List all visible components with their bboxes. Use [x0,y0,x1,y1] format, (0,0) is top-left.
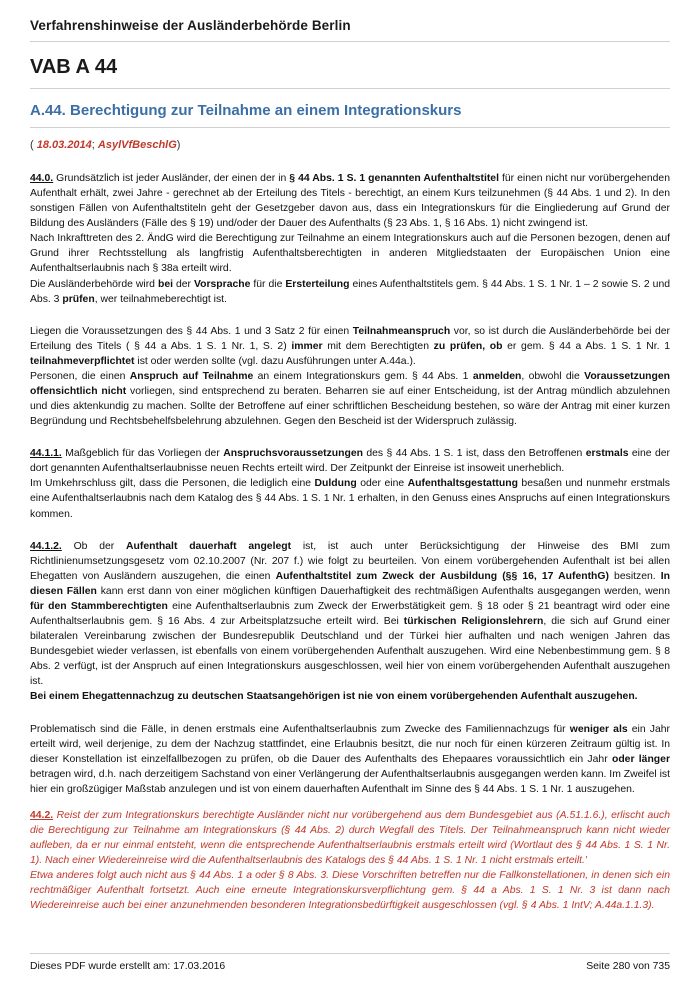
text-442b-body: Etwa anderes folgt auch nicht aus § 44 Abs. 1 a oder § 8 Abs. 3. Diese Vorschriften betreffen nur die Fallkonstellationen, in denen sich ein rechtmäßiger Aufenthalt fortsetzt. Auch eine erneute Integrationskursverpflichtung gem. § 44 a Abs. 1 S. 1 Nr. 3 ist dann nach Wiedereinreise auch bei einer anzunehmenden besonderen Integrationsbedürftigkeit ausgeschlossen (vgl. § 4 Abs. 1 IntV; A.44a.1.1.3). [30,870,670,912]
text-44-0-3-ersterteilung: Ersterteilung [285,278,350,290]
text-4412-e: besitzen. [608,570,661,582]
meta-law-reference: AsylVfBeschlG [97,139,177,151]
text-441b-c: an einem Integrationskurs gem. § 44 Abs. 1 [253,370,473,382]
document-meta [30,139,670,151]
text-441-teilnahmeanspruch: Teilnahmeanspruch [352,325,451,337]
text-4412-aufenthaltstitel: Aufenthaltstitel zum Zweck der Ausbildung (§§ 16, 17 AufenthG) [275,570,609,582]
paragraph-44-2-b [30,868,670,913]
text-441-zupruefen: zu prüfen, ob [433,340,503,352]
text-441b-voraussetzungen: Voraussetzungen offensichtlich nicht [30,370,670,398]
text-4412-g: kann erst dann von einer möglichen künftigen Dauerhaftigkeit des rechtmäßigen Aufenthalts ausgegangen werden, wenn [96,585,670,597]
text-441b-anmelden: anmelden [472,370,522,382]
text-4412-stammberechtigten: für den Stammberechtigten [30,600,168,612]
document-body [30,171,670,913]
section-number-44-1-2: 44.1.2. [30,540,62,552]
text-4412-aufenthalt-dauerhaft: Aufenthalt dauerhaft angelegt [126,540,292,552]
text-4411-anspruchsvoraussetzungen: Anspruchsvoraussetzungen [223,448,363,460]
text-4412p-a: Problematisch sind die Fälle, in denen erstmals eine Aufenthaltserlaubnis zum Zwecke des Familiennachzugs für [30,723,570,735]
text-442-body: Reist der zum Integrationskurs berechtigte Ausländer nicht nur vorübergehend aus dem Bundesgebiet aus (A.51.1.6.), erlischt auch die Berechtigung zur Teilnahme am Integrationskurs (§ 44 Abs. 2) durch Wegfall des Titels. Der Teilnahmeanspruch kann nicht wieder aufleben, da er nur einmal entsteht, wenn die entsprechende Aufenthaltserlaubnis erstmals erteilt wird (Wortlaut des § 44 Abs. 1 S. 1 Nr. 1). Nach einer Wiedereinreise wird die Aufenthaltserlaubnis des Katalogs des § 44 Abs. 1 S. 1 Nr. 1 nicht erstmals erteilt.' [30,809,670,867]
meta-open-paren: ( [30,139,37,151]
text-4412-ehegattennachzug: Bei einem Ehegattennachzug zu deutschen Staatsangehörigen ist nie von einem vorübergehenden Aufenthalt auszugehen. [30,691,638,703]
text-441-c: vor, so ist durch die Ausländerbehörde bei der Erteilung des Titels ( § 44 a Abs. 1 S. 1 Nr. 1, S. 2) [30,325,670,352]
text-4411b-e: besaßen und nunmehr erstmals eine Aufenthaltserlaubnis nach dem Katalog des § 44 Abs. 1 S. 1 Nr. 1 erhalten, in den Genuss eines Anspruchs auf einen Integrationskurs kommen. [30,478,670,520]
text-4412-c: ist, ist auch unter Berücksichtigung der Hinweise des BMI zum Richtlinienumsetzungsgesetz vom 02.10.2007 (Nr. 207 f.) wie folgt zu beurteilen. Von einem vorübergehenden Aufenthalt ist bei allen Ehegatten von Ausländern auszugehen, die einen [30,540,670,582]
text-4411b-a: Im Umkehrschluss gilt, dass die Personen, die lediglich eine [30,478,315,490]
section-number-44-0: 44.0. [30,173,54,184]
paragraph-44-0-2: Nach Inkrafttreten des 2. ÄndG wird die Berechtigung zur Teilnahme an einem Integrationskurs auch auf die Personen bezogen, denen auf Grund ihrer Rechtsstellung als langfristig Aufenthaltsberechtigten in anderen Mitgliedstaaten der Europäischen Union eine Aufenthaltserlaubnis nach § 38a erteilt wird. [30,233,670,275]
paragraph-44-1-2-problematisch [30,722,670,797]
page-title: VAB A 44 [30,56,670,89]
text-441b-a: Personen, die einen [30,370,130,382]
text-441-i: ist oder werden sollte (vgl. dazu Ausführungen unter A.44a.). [134,355,416,367]
text-4412-religionslehrern: türkischen Religionslehrern [403,616,544,628]
text-4412p-c: ein Jahr erteilt wird, weil derjenige, zu dem der Nachzug stattfindet, eine Erlaubnis besitzt, die nur noch für einen kürzeren Zeitraum gültig ist. In dieser Konstellation ist einzelfallbezogen zu prüfen, ob die Dauer des Aufenthalts des Ehepaares voraussichtlich ein Jahr [30,723,670,765]
text-4412p-e: betragen wird, d.h. nach derzeitigem Sachstand von einer Verlängerung der Aufenthaltserlaubnis ausgegangen werden kann. Im Zweifel ist hier ein großzügiger Maßstab anzulegen und ist von einem dauerhaften Aufenthalt im Sinne des § 44 Abs. 1 S. 1 Nr. 1 auszugehen. [30,768,670,795]
meta-separator: ; [91,139,98,151]
paragraph-44-1-anspruch [30,324,670,369]
text-4411b-duldung: Duldung [314,478,357,490]
page-subtitle: A.44. Berechtigung zur Teilnahme an einem Integrationskurs [30,102,670,128]
text-44-0-3-g: eines Aufenthaltstitels gem. § 44 Abs. 1 S. 1 Nr. 1 – 2 sowie S. 2 und Abs. 3 [30,278,671,305]
paragraph-44-0 [30,171,670,231]
paragraph-44-1-2 [30,539,670,690]
text-4411-c: des § 44 Abs. 1 S. 1 ist, dass den Betroffenen [362,448,586,460]
text-4412-k: , die sich auf Grund einer bilateralen Vereinbarung zwischen der Bundesrepublik Deutschland und der Türkei hier aufhalten und nach wenigen Jahren das Bundesgebiet wieder verlassen, ist ebenfalls von einem vorübergehenden Aufenthalt auszugehen. Wird eine Nebenbestimmung gem. § 8 Abs. 2 verfügt, ist der Anspruch auf einen Integrationskurs ausgeschlossen, weil hier von einem vorübergehenden Aufenthalt auszugehen ist. [30,616,670,688]
text-4412-a: Ob der [61,540,127,552]
text-44-0-3-c: der [172,278,194,290]
text-44-0-bold-1: § 44 Abs. 1 S. 1 genannten Aufenthaltstitel [289,173,499,184]
page-footer [30,953,670,972]
text-4412p-oderlaenger: oder länger [611,753,670,765]
section-number-44-1-1: 44.1.1. [30,448,62,460]
text-44-0-3-a: Die Ausländerbehörde wird [30,278,158,290]
text-44-0-3-pruefen: prüfen [62,293,95,305]
text-441-teilnahmeverpflichtet: teilnahmeverpflichtet [30,355,135,367]
text-44-0-3-vorsprache: Vorsprache [193,278,251,290]
text-4411-erstmals: erstmals [585,448,629,460]
text-4411b-aufenthaltsgestattung: Aufenthaltsgestattung [407,478,518,490]
text-4411-e: eine der dort genannten Aufenthaltserlaubnisse neuen Rechts erteilt wird. Der Zeitpunkt der Einreise ist insoweit unerheblich. [30,448,670,475]
text-441-e: mit dem Berechtigten [322,340,434,352]
text-44-0-3-i: , wer teilnahmeberechtigt ist. [94,293,227,305]
meta-date: 18.03.2014 [36,139,92,151]
text-441b-g: vorliegen, sind entsprechend zu beraten. Beharren sie auf einer Entscheidung, ist der Antrag mündlich abzulehnen und dies aktenkundig zu machen. Sollte der Betroffene auf einer schriftlichen Bescheidung bestehen, so wäre der Antrag mit einer kurzen Begründung und Rechtsbehelfsbelehrung abzulehnen. Gegen den Bescheid ist der Widerspruch zulässig. [30,386,670,428]
section-number-44-2: 44.2. [30,809,54,821]
text-441-a: Liegen die Voraussetzungen des § 44 Abs. 1 und 3 Satz 2 für einen [30,325,353,337]
text-44-0-3-bei: bei [157,278,173,290]
paragraph-44-0-3 [30,277,670,307]
text-441b-anspruch: Anspruch auf Teilnahme [129,370,254,382]
paragraph-44-1-1-b [30,476,670,521]
document-header: Verfahrenshinweise der Ausländerbehörde Berlin [30,18,670,42]
text-4412p-wenigerals: weniger als [569,723,628,735]
meta-close-paren: ) [176,139,181,151]
text-4412-i: eine Aufenthaltserlaubnis zum Zweck der Erwerbstätigkeit gem. § 18 oder § 21 beantragt wird oder eine Aufenthaltserlaubnis gem. § 16 Abs. 4 zur Arbeitsplatzsuche erteilt wird. Bei [30,600,670,628]
text-44-0-c: für einen nicht nur vorübergehenden Aufenthalt erhält, zwei Jahre - gerechnet ab der Erteilung des Titels - berechtigt, an einem Kurs teilzunehmen (§ 44 Abs. 1 und 2). In den sonstigen Fällen von Aufenthaltstiteln geht der Gesetzgeber davon aus, dass ein Integrationskurs für die Eingliederung auf Grund der Bildung des Ausländers (Fälle des § 19) und/oder der Dauer des Aufenthalts (§ 23 Abs. 1, § 16 Abs. 1) nicht zwingend ist. [30,173,670,230]
paragraph-44-1-1 [30,446,670,476]
text-4412-indiesenfaellen: In diesen Fällen [30,570,670,597]
text-44-0-3-e: für die [250,278,286,290]
paragraph-44-1-2-ehegattennachzug [30,689,670,704]
text-441b-e: , obwohl die [521,370,585,382]
text-4411-a: Maßgeblich für das Vorliegen der [61,448,224,460]
paragraph-44-2 [30,808,670,868]
text-4411b-c: oder eine [356,478,408,490]
text-441-g: er gem. § 44 a Abs. 1 S. 1 Nr. 1 [502,340,671,352]
footer-page-number: Seite 280 von 735 [586,961,670,972]
text-44-0-a: Grundsätzlich ist jeder Ausländer, der einen der in [53,173,290,184]
footer-created-date: Dieses PDF wurde erstellt am: 17.03.2016 [30,961,226,972]
paragraph-44-1-personen [30,369,670,429]
text-441-immer: immer [291,340,323,352]
